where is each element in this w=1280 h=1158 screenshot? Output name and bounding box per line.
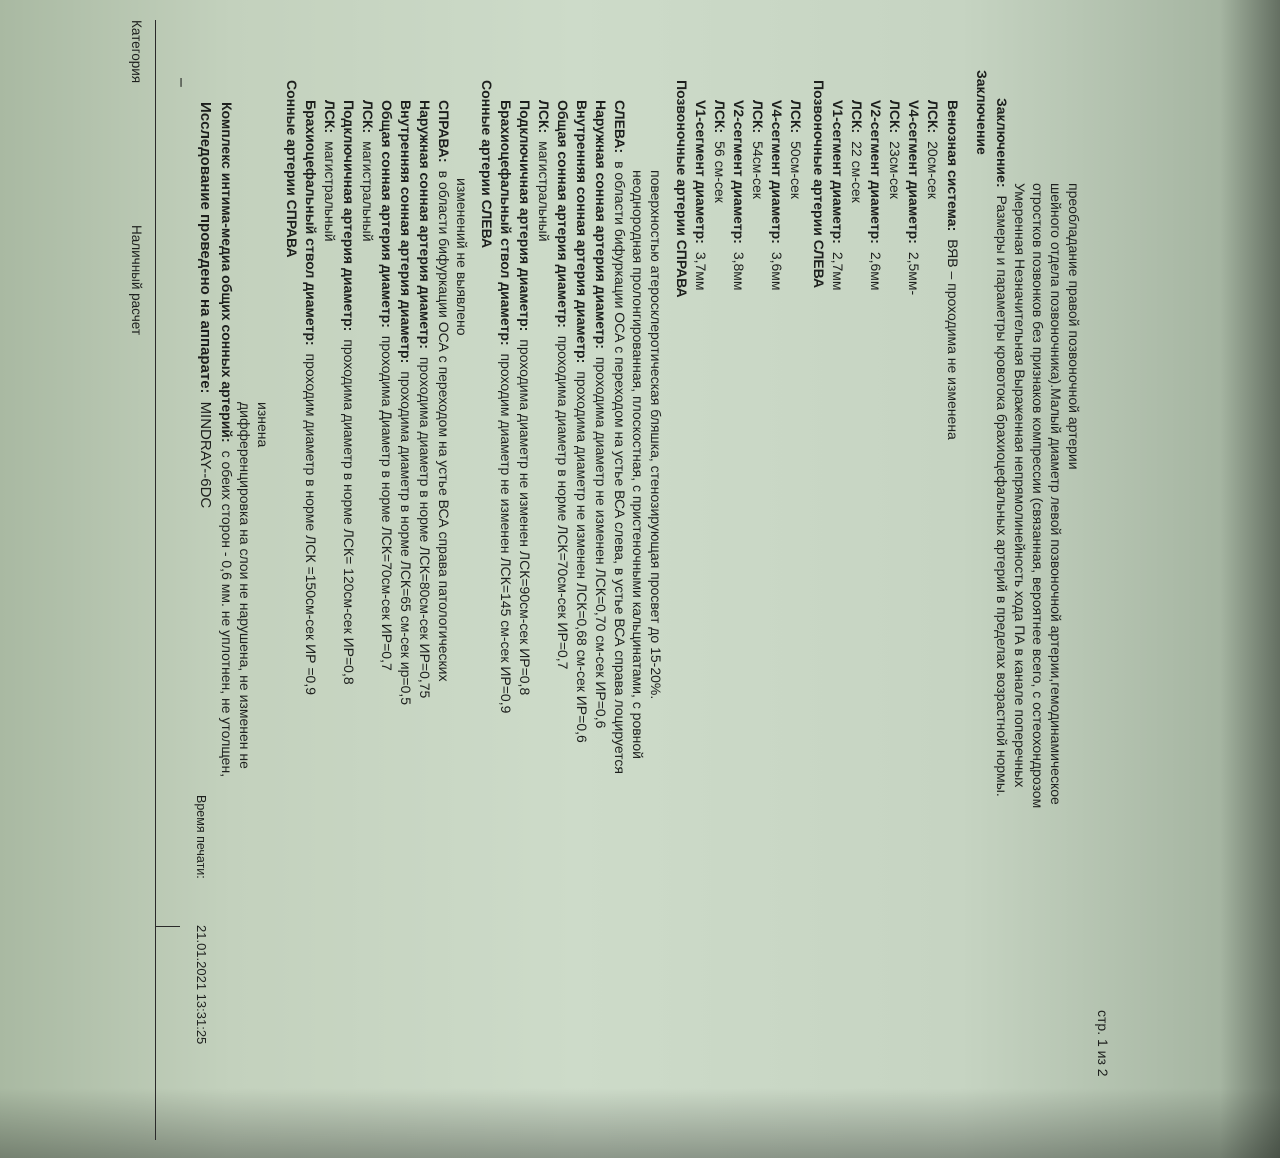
print-time-value: 21.01.2021 13:31:25 bbox=[194, 925, 209, 1045]
imt-value-1: с обеих сторон - 0,6 мм. не уплотнен, не утолщен, bbox=[219, 450, 235, 778]
conclusion-line-4: шейного отдела позвоночника).Малый диаметр левой позвоночной артерии,гемодинамическое bbox=[1048, 183, 1064, 805]
conclusion-heading: Заключение bbox=[974, 70, 990, 155]
carotid-left-side-3: поверхностью атеросклеротическая бляшка, стенозирующая просвет до 15-20%. bbox=[648, 170, 664, 700]
carotid-left-title: Сонные артерии СЛЕВА bbox=[479, 80, 495, 249]
vertebral-right-v4: V4-сегмент диаметр:3,6мм bbox=[769, 100, 785, 291]
vertebral-right-lsk-1: ЛСК:56 см-сек bbox=[712, 100, 728, 203]
carotid-left-side-2: неоднородная пролонгированная, плоскостная, с пристеночными кальцинатами, с ровной bbox=[630, 170, 646, 760]
carotid-right-lsk-1: ЛСК:магистральный bbox=[322, 100, 338, 242]
venous-system: Венозная система:ВЯВ – проходима не изменена bbox=[945, 100, 961, 440]
device-line bbox=[196, 102, 214, 508]
carotid-right-title: Сонные артерии СПРАВА bbox=[284, 80, 300, 258]
carotid-left-side: СЛЕВА:в области бифуркации ОСА с переходом на устье ВСА слева, в устье ВСА справа лоцируется bbox=[612, 100, 628, 774]
vertebral-left-title: Позвоночные артерии СЛЕВА bbox=[811, 80, 827, 289]
device-label: Исследование проведено на аппарате: bbox=[197, 102, 214, 394]
carotid-right-side-2: изменений не выявлено bbox=[454, 178, 470, 336]
payment-type: Наличный расчет bbox=[129, 225, 144, 336]
carotid-right-side: СПРАВА:в области бифуркации ОСА с переходом на устье ВСА справа патологических bbox=[436, 100, 452, 682]
carotid-left-internal: Внутренняя сонная артерия диаметр:проходима диаметр не изменен ЛСК=0,68 см-сек ИР=0,6 bbox=[574, 100, 590, 743]
page-number: стр. 1 из 2 bbox=[1095, 1010, 1111, 1077]
imt-value-3: изнена bbox=[255, 402, 271, 448]
imt-value-2: дифференцировка на слои не нарушена, не изменен не bbox=[237, 402, 253, 769]
vertebral-left-lsk-1: ЛСК:22 см-сек bbox=[849, 100, 865, 203]
vertebral-left-lsk-2: ЛСК:23см-сек bbox=[887, 100, 903, 199]
carotid-right-lsk-2: ЛСК:магистральный bbox=[360, 100, 376, 242]
conclusion-line-1: Заключение:Размеры и параметры кровотока брахиоцефальных артерий в пределах возрастной нормы. bbox=[994, 98, 1010, 797]
header-divider bbox=[156, 926, 180, 927]
carotid-left-lsk: ЛСК:магистральный bbox=[536, 100, 552, 242]
vertebral-left-v1: V1-сегмент диаметр:2,7мм bbox=[830, 100, 846, 291]
carotid-right-bc: Брахиоцефальный ствол диаметр:проходим диаметр в норме ЛСК =150см-сек ИР =0,9 bbox=[303, 100, 319, 696]
dash-mark: – bbox=[173, 78, 190, 87]
carotid-right-external: Наружная сонная артерия диаметр:проходима диаметр в норме ЛСК=80см-сек ИР=0,75 bbox=[417, 100, 433, 699]
print-time-label: Время печати: bbox=[194, 795, 208, 879]
conclusion-line-3: отростков позвонков без признаков компрессии (связанная, вероятнее всего, с остеохондрозом bbox=[1030, 183, 1046, 809]
conclusion-line-5: преобладание правой позвоночной артерии bbox=[1066, 183, 1082, 470]
carotid-left-bc: Брахиоцефальный ствол диаметр:проходим диаметр не изменен ЛСК=145 см-сек ИР=0,9 bbox=[498, 100, 514, 714]
carotid-right-subclavian: Подключичная артерия диаметр:проходима диаметр в норме ЛСК= 120см-сек ИР=0,8 bbox=[341, 100, 357, 685]
carotid-left-subclavian: Подключичная артерия диаметр:проходима диаметр не изменен ЛСК=90см-сек ИР=0,8 bbox=[517, 100, 533, 696]
carotid-right-common: Общая сонная артерия диаметр:проходима Диаметр в норме ЛСК=70см-сек ИР=0,7 bbox=[379, 100, 395, 671]
carotid-left-external: Наружная сонная артерия диаметр:проходима диаметр не изменен ЛСК=0,70 см-сек ИР=0,6 bbox=[593, 100, 609, 729]
header-rule bbox=[155, 20, 156, 1140]
vertebral-right-v1: V1-сегмент диаметр:3,7мм bbox=[693, 100, 709, 291]
vertebral-right-lsk-3: ЛСК:50см-сек bbox=[788, 100, 804, 199]
carotid-right-internal: Внутренняя сонная артерия диаметр:проходима диаметр в норме ЛСК=65 см-сек ир=0,5 bbox=[398, 100, 414, 706]
vertebral-right-lsk-2: ЛСК:54см-сек bbox=[750, 100, 766, 199]
imt-line bbox=[218, 102, 236, 777]
imt-label: Комплекс интима-медиа общих сонных артерий: bbox=[219, 102, 235, 443]
vertebral-left-lsk-3: ЛСК:20см-сек bbox=[925, 100, 941, 199]
conclusion-line-2: Умеренная Незначительная Выраженная непрямолинейность хода ПА в канале поперечных bbox=[1012, 183, 1028, 788]
carotid-left-common: Общая сонная артерия диаметр:проходима диаметр в норме ЛСК=70см-сек ИР=0,7 bbox=[555, 100, 571, 670]
vertebral-left-v4: V4-сегмент диаметр:2,5мм- bbox=[906, 100, 922, 296]
device-value: MINDRAY--6DC bbox=[197, 401, 214, 509]
vertebral-left-v2: V2-сегмент диаметр:2,6мм bbox=[868, 100, 884, 291]
category-label: Категория bbox=[129, 20, 144, 84]
vertebral-right-v2: V2-сегмент диаметр:3,8мм bbox=[731, 100, 747, 291]
vertebral-right-title: Позвоночные артерии СПРАВА bbox=[674, 80, 690, 298]
